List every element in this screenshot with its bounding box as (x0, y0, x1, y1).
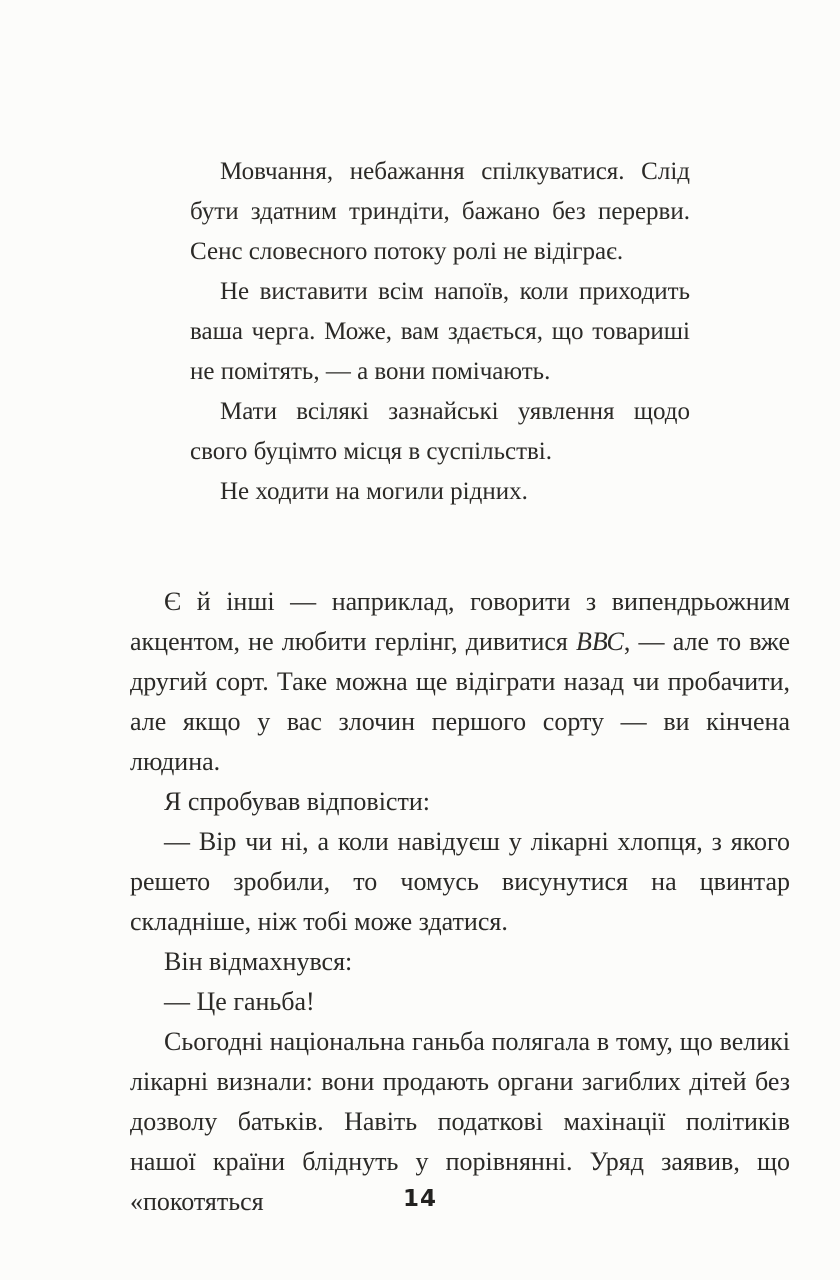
quote-paragraph: Мовчання, небажання спілкуватися. Слід бути здатним триндіти, бажано без перерви. Сенс словесного потоку ролі не відіграє. (190, 158, 690, 265)
paragraph: — Це ганьба! (164, 987, 315, 1016)
paragraph (130, 582, 790, 782)
paragraph-text: , — але то вже другий сорт. Таке можна ще відіграти назад чи пробачити, але якщо у вас злочин першого сорту — ви кінчена людина. (130, 627, 790, 776)
quote-paragraph: Не виставити всім напоїв, коли приходить ваша черга. Може, вам здається, що товариші не помітять, — а вони помічають. (190, 278, 690, 385)
paragraph: — Вір чи ні, а коли навідуєш у лікарні хлопця, з якого решето зробили, то чомусь висунутися на цвинтар складніше, ніж тобі може здатися. (130, 827, 790, 936)
paragraph: Він відмахнувся: (164, 947, 353, 976)
body-text (130, 582, 790, 1222)
paragraph: Сьогодні національна ганьба полягала в тому, що великі лікарні визнали: вони продають органи загиблих дітей без дозволу батьків. Навіть податкові махінації політиків нашої країни бліднуть у порівнянні. Уряд заявив, що «покотяться (130, 1027, 790, 1216)
page-number: 14 (402, 1186, 437, 1212)
quote-block (130, 152, 790, 512)
italic-text: ВВС (576, 627, 624, 656)
quote-paragraph: Не ходити на могили рідних. (220, 478, 528, 505)
paragraph-text: Є й інші — наприклад, говорити з випендрьожним акцентом, не любити герлінг, дивитися (130, 587, 790, 656)
paragraph: Я спробував відповісти: (164, 787, 430, 816)
quote-paragraph: Мати всілякі зазнайські уявлення щодо свого буцімто місця в суспільстві. (190, 398, 690, 465)
